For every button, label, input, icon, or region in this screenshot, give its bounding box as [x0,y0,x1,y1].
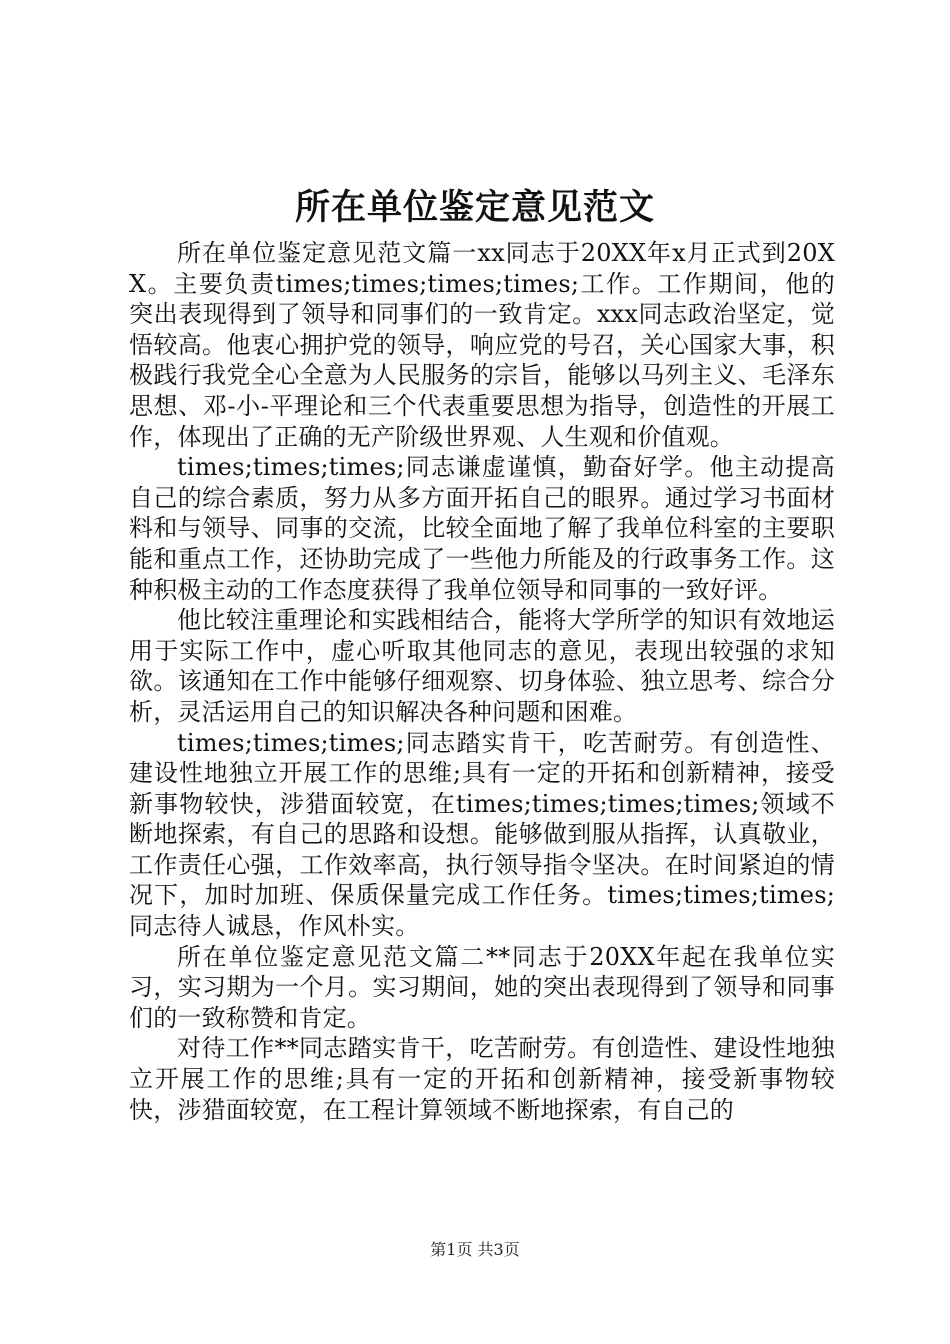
paragraph-5: 所在单位鉴定意见范文篇二**同志于20XX年起在我单位实习，实习期为一个月。实习期间，她的突出表现得到了领导和同事们的一致称赞和肯定。 [129,942,835,1032]
paragraph-1: 所在单位鉴定意见范文篇一xx同志于20XX年x月正式到20XX。主要负责times;times;times;times;工作。工作期间，他的突出表现得到了领导和同事们的一致肯定。xxx同志政治坚定，觉悟较高。他衷心拥护党的领导，响应党的号召，关心国家大事，积极践行我党全心全意为人民服务的宗旨，能够以马列主义、毛泽东思想、邓-小-平理论和三个代表重要思想为指导，创造性的开展工作，体现出了正确的无产阶级世界观、人生观和价值观。 [129,239,835,451]
paragraph-3: 他比较注重理论和实践相结合，能将大学所学的知识有效地运用于实际工作中，虚心听取其他同志的意见，表现出较强的求知欲。该通知在工作中能够仔细观察、切身体验、独立思考、综合分析，灵活运用自己的知识解决各种问题和困难。 [129,606,835,726]
paragraph-4: times;times;times;同志踏实肯干，吃苦耐劳。有创造性、建设性地独立开展工作的思维;具有一定的开拓和创新精神，接受新事物较快，涉猎面较宽，在times;times;times;times;领域不断地探索，有自己的思路和设想。能够做到服从指挥，认真敬业，工作责任心强，工作效率高，执行领导指令坚决。在时间紧迫的情况下，加时加班、保质保量完成工作任务。times;times;times;同志待人诚恳，作风朴实。 [129,728,835,941]
paragraph-2: times;times;times;同志谦虚谨慎，勤奋好学。他主动提高自己的综合素质，努力从多方面开拓自己的眼界。通过学习书面材料和与领导、同事的交流，比较全面地了解了我单位科室的主要职能和重点工作，还协助完成了一些他力所能及的行政事务工作。这种积极主动的工作态度获得了我单位领导和同事的一致好评。 [129,453,835,604]
paragraph-6: 对待工作**同志踏实肯干，吃苦耐劳。有创造性、建设性地独立开展工作的思维;具有一定的开拓和创新精神，接受新事物较快，涉猎面较宽，在工程计算领域不断地探索，有自己的 [129,1034,835,1124]
page-title: 所在单位鉴定意见范文 [294,187,655,228]
page-number: 第1页 共3页 [430,1240,520,1259]
document-body [129,238,835,1125]
